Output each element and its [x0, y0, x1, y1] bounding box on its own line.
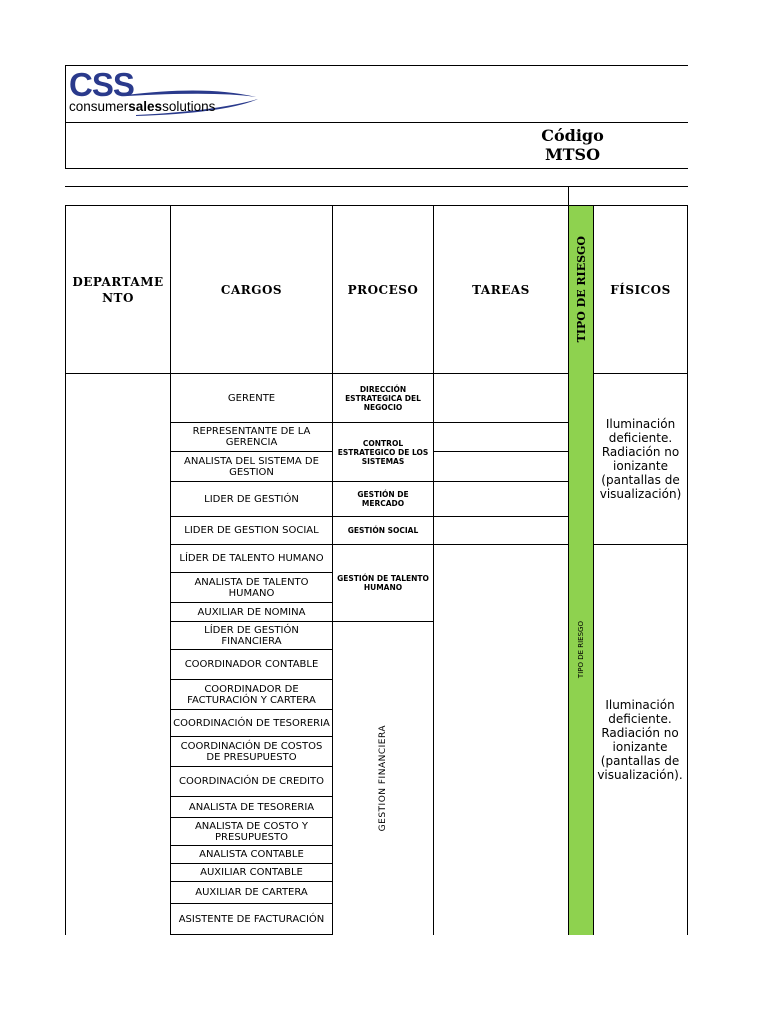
- separator-line: [65, 186, 688, 187]
- departamento-col-left: [65, 373, 66, 935]
- header-tipo-riesgo: [568, 205, 594, 374]
- logo-word-consumer: consumer: [69, 99, 129, 114]
- logo-word-solutions: solutions: [162, 99, 216, 114]
- proceso-gestion-financiera-label: GESTION FINANCIERA: [378, 725, 388, 832]
- tarea-cell: [433, 373, 569, 423]
- proceso-cell: DIRECCIÓN ESTRATEGICA DEL NEGOCIO: [332, 373, 434, 423]
- separator-tick: [568, 186, 569, 205]
- cargo-cell: ANALISTA DE TALENTO HUMANO: [170, 572, 333, 603]
- cargo-cell: ANALISTA DEL SISTEMA DE GESTION: [170, 451, 333, 482]
- cargo-cell: COORDINACIÓN DE TESORERIA: [170, 709, 333, 737]
- proceso-cell: GESTIÓN SOCIAL: [332, 516, 434, 545]
- company-logo: [66, 67, 262, 122]
- frame-bottom-line: [65, 168, 688, 169]
- cargo-cell: AUXILIAR DE NOMINA: [170, 602, 333, 622]
- logo-word-sales: sales: [128, 99, 163, 114]
- tipo-riesgo-body-label: TIPO DE RIESGO: [577, 621, 585, 679]
- proceso-cell: CONTROL ESTRATEGICO DE LOS SISTEMAS: [332, 422, 434, 482]
- cargo-cell: ASISTENTE DE FACTURACIÓN: [170, 903, 333, 935]
- frame-top-line: [65, 65, 688, 66]
- cargo-cell: ANALISTA CONTABLE: [170, 845, 333, 864]
- cargo-cell: COORDINACIÓN DE COSTOS DE PRESUPUESTO: [170, 736, 333, 767]
- codigo-label: Código: [541, 126, 604, 145]
- cargo-cell: ANALISTA DE TESORERIA: [170, 796, 333, 818]
- cargo-cell: AUXILIAR DE CARTERA: [170, 881, 333, 904]
- cargo-cell: ANALISTA DE COSTO Y PRESUPUESTO: [170, 817, 333, 846]
- fisicos-cell: Iluminación deficiente. Radiación no ionizante (pantallas de visualización).: [593, 544, 688, 935]
- cargo-cell: LÍDER DE GESTIÓN FINANCIERA: [170, 621, 333, 650]
- cargo-cell: COORDINADOR CONTABLE: [170, 649, 333, 680]
- cargo-cell: LÍDER DE TALENTO HUMANO: [170, 544, 333, 573]
- header-departamento: DEPARTAMENTO: [65, 205, 171, 374]
- tarea-cell: [433, 544, 569, 935]
- cargo-cell: COORDINADOR DE FACTURACIÓN Y CARTERA: [170, 679, 333, 710]
- tarea-cell: [433, 422, 569, 452]
- header-tareas: TAREAS: [433, 205, 569, 374]
- tarea-cell: [433, 481, 569, 517]
- tipo-riesgo-column: [568, 373, 594, 935]
- header-cargos: CARGOS: [170, 205, 333, 374]
- tarea-cell: [433, 451, 569, 482]
- header-fisicos: FÍSICOS: [593, 205, 688, 374]
- header-proceso: PROCESO: [332, 205, 434, 374]
- codigo-value: MTSO: [544, 145, 601, 164]
- fisicos-cell: Iluminación deficiente. Radiación no ionizante (pantallas de visualización): [593, 373, 688, 545]
- proceso-cell: GESTIÓN DE MERCADO: [332, 481, 434, 517]
- proceso-cell-gestion-financiera: [332, 621, 434, 935]
- proceso-cell: GESTIÓN DE TALENTO HUMANO: [332, 544, 434, 622]
- cargo-cell: AUXILIAR CONTABLE: [170, 863, 333, 882]
- codigo-block: [520, 126, 625, 164]
- header-tipo-riesgo-label: TIPO DE RIESGO: [574, 236, 588, 343]
- cargo-cell: REPRESENTANTE DE LA GERENCIA: [170, 422, 333, 452]
- cargo-cell: GERENTE: [170, 373, 333, 423]
- logo-wordmark: [69, 100, 215, 114]
- logo-mark: CSS: [69, 66, 134, 103]
- cargo-cell: LIDER DE GESTIÓN: [170, 481, 333, 517]
- cargo-cell: COORDINACIÓN DE CREDITO: [170, 766, 333, 797]
- frame-mid-line: [65, 122, 688, 123]
- tarea-cell: [433, 516, 569, 545]
- cargo-cell: LIDER DE GESTION SOCIAL: [170, 516, 333, 545]
